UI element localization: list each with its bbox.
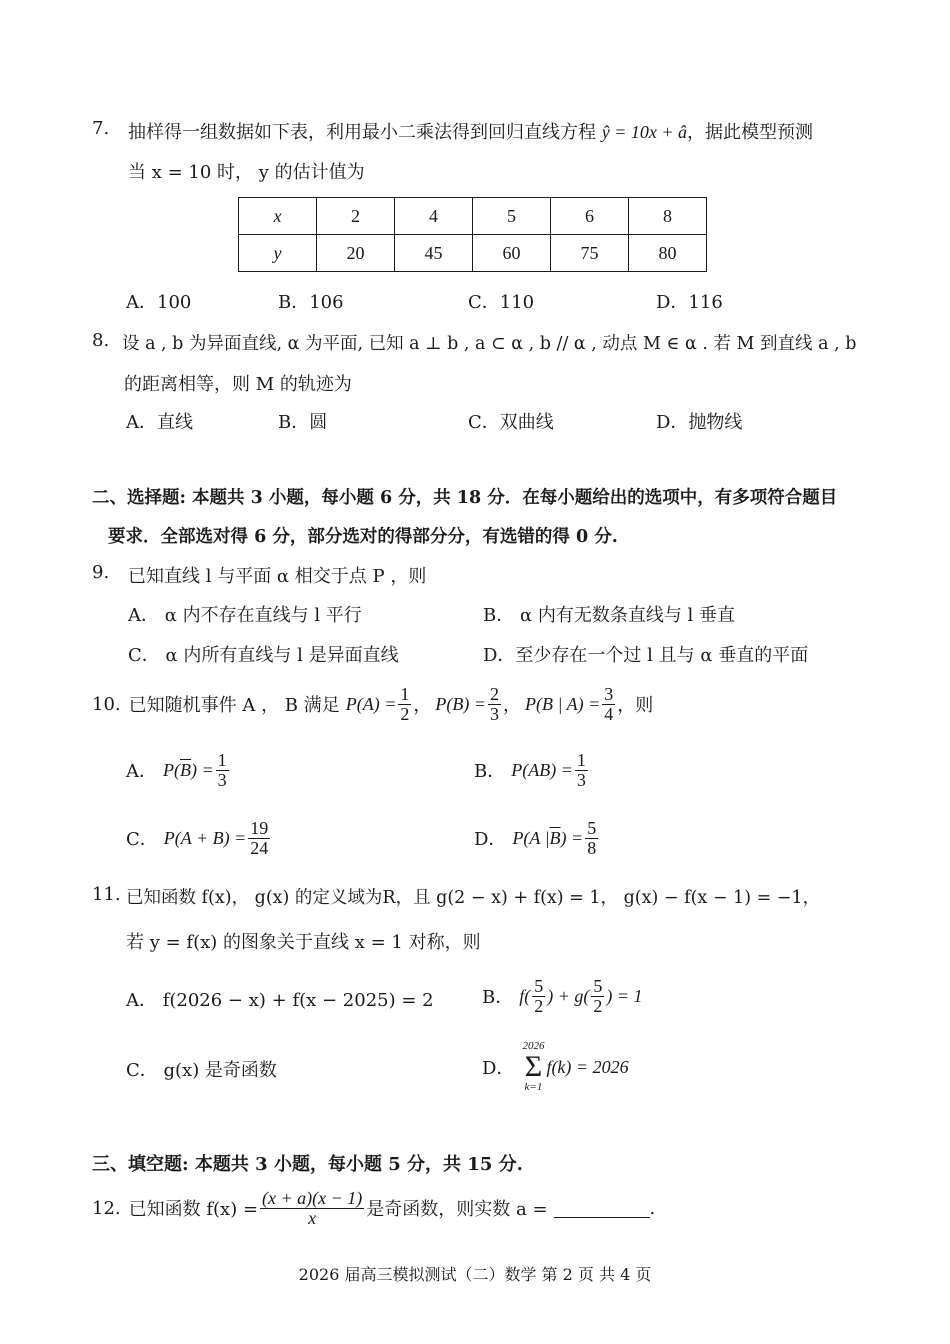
q9-option-c: C． α 内所有直线与 l 是异面直线: [128, 645, 399, 666]
q9-number: 9.: [92, 562, 110, 583]
q10-stem-start: 已知随机事件 A ， B 满足: [128, 695, 340, 716]
q10-option-d: [474, 814, 600, 862]
table-row-x: [239, 198, 707, 235]
table-cell: 8: [629, 198, 707, 235]
q10-stem: 10. 已知随机事件 A ， B 满足 P(A) = $\frac{1}{2}$ ， P(B) = $\frac{2}{3}$ ， P(B | A) = $\frac{3}{4}$ ，则: [92, 683, 654, 724]
fraction-denominator: 8: [587, 837, 597, 858]
q11-option-a: A． f(2026 − x) + f(x − 2025) = 2: [126, 990, 434, 1011]
q11-number: 11.: [92, 884, 121, 905]
fraction-numerator: 1: [217, 749, 227, 770]
table-cell: 60: [473, 235, 551, 272]
q8-line1: 设 a , b 为异面直线, α 为平面, 已知 a ⊥ b , a ⊂ α , b // α , 动点 M ∈ α . 若 M 到直线 a , b: [122, 334, 857, 354]
q8-number: 8.: [92, 330, 110, 351]
q12-stem-start: 已知函数 f(x) =: [128, 1199, 259, 1220]
q7-option-c: C．110: [468, 292, 535, 313]
fraction-denominator: 2: [593, 995, 603, 1016]
q8-option-a: A．直线: [126, 412, 193, 433]
q10-pa: P(A) =: [345, 693, 397, 714]
q10-optb-fraction: [575, 751, 588, 790]
option-expr-pre: P(: [163, 759, 180, 780]
table-row-label-x: x: [239, 198, 317, 235]
q11-optb-fraction-1: [532, 977, 545, 1016]
q10-pb: P(B) =: [435, 693, 487, 714]
q12-stem: [92, 1184, 655, 1232]
section3-heading: 三、填空题: 本题共 3 小题，每小题 5 分，共 15 分.: [92, 1154, 523, 1175]
fraction-denominator: 2: [534, 995, 544, 1016]
q10-optc-fraction: [248, 819, 270, 858]
fraction-numerator: 2: [490, 683, 500, 704]
q7-option-d: D．116: [656, 292, 723, 313]
table-cell: 75: [551, 235, 629, 272]
table-cell: 5: [473, 198, 551, 235]
option-label: C．: [126, 829, 158, 850]
page-footer: 2026 届高三模拟测试（二）数学 第 2 页 共 4 页: [298, 1265, 652, 1284]
fraction-numerator: (x + a)(x − 1): [262, 1187, 363, 1208]
fraction-denominator: x: [308, 1207, 317, 1228]
q11-optb-fraction-2: [591, 977, 604, 1016]
summation-symbol: [522, 1041, 544, 1093]
q9-stem: 已知直线 l 与平面 α 相交于点 P ，则: [128, 566, 427, 587]
q8-option-d: D．抛物线: [656, 412, 743, 433]
q10-pb-fraction: [488, 685, 501, 724]
sum-lower-limit: k=1: [524, 1081, 543, 1093]
table-cell: 80: [629, 235, 707, 272]
fraction-denominator: 3: [576, 769, 586, 790]
q8-option-c: C．双曲线: [468, 412, 554, 433]
q8-line2: 的距离相等，则 M 的轨迹为: [124, 374, 352, 395]
q10-option-a: [126, 746, 231, 794]
q9-option-a: A． α 内不存在直线与 l 平行: [128, 605, 362, 626]
q7-line1-text: 抽样得一组数据如下表，利用最小二乘法得到回归直线方程: [128, 122, 596, 143]
option-expr: f(k) = 2026: [546, 1056, 629, 1077]
option-expr: P(A + B) =: [163, 827, 247, 848]
fraction-numerator: 5: [534, 975, 544, 996]
table-cell: 6: [551, 198, 629, 235]
table-cell: 45: [395, 235, 473, 272]
sum-upper-limit: 2026: [522, 1040, 545, 1052]
q10-option-b: [474, 746, 590, 794]
complement-b: $\overline{B}$: [180, 759, 191, 780]
option-f: f(: [519, 985, 531, 1006]
q10-stem-end: ，则: [617, 695, 654, 716]
q9-option-d: D．至少存在一个过 l 且与 α 垂直的平面: [483, 645, 809, 666]
complement-b: $\overline{B}$: [549, 827, 561, 848]
fraction-denominator: 2: [400, 703, 410, 724]
q11-option-d: [482, 1036, 629, 1098]
section2-heading-line2: 要求．全部选对得 6 分，部分选对的得部分分，有选错的得 0 分.: [108, 527, 618, 547]
option-expr: P(AB) =: [511, 759, 573, 780]
q10-number: 10.: [92, 693, 121, 715]
q11-option-b: [482, 972, 643, 1020]
fraction-numerator: 1: [576, 749, 586, 770]
table-cell: 20: [317, 235, 395, 272]
table-cell: 2: [317, 198, 395, 235]
q7-option-b: B．106: [278, 292, 344, 313]
q11-line1: 已知函数 f(x)， g(x) 的定义域为R，且 g(2 − x) + f(x) = 1， g(x) − f(x − 1) = −1，: [126, 888, 821, 908]
option-expr-post: ) =: [191, 759, 214, 780]
fraction-denominator: 24: [250, 837, 269, 858]
q7-line1: [128, 118, 813, 144]
q9-option-b: B． α 内有无数条直线与 l 垂直: [483, 605, 736, 626]
option-label: B．: [474, 761, 506, 782]
q11-line2: 若 y = f(x) 的图象关于直线 x = 1 对称，则: [126, 932, 481, 953]
q10-optd-fraction: [585, 819, 598, 858]
q7-line1-end: ，据此模型预测: [687, 122, 814, 143]
sigma-icon: Σ: [524, 1050, 543, 1083]
q12-fraction: [260, 1189, 364, 1228]
q12-end-punct: .: [649, 1197, 656, 1219]
option-expr-post: ) =: [560, 827, 584, 848]
option-mid: ) + g(: [547, 985, 590, 1006]
q7-equation: ŷ = 10x + â: [601, 122, 688, 142]
q7-line2: 当 x = 10 时， y 的估计值为: [128, 162, 365, 183]
q10-pba: P(B | A) =: [525, 693, 601, 714]
q11-option-c: C． g(x) 是奇函数: [126, 1060, 277, 1081]
fraction-numerator: 5: [587, 817, 597, 838]
fraction-denominator: 4: [604, 703, 614, 724]
q12-number: 12.: [92, 1197, 121, 1219]
q8-option-b: B．圆: [278, 412, 328, 433]
fraction-denominator: 3: [217, 769, 227, 790]
fraction-numerator: 19: [250, 817, 269, 838]
option-end: ) = 1: [606, 985, 643, 1006]
fraction-numerator: 3: [604, 683, 614, 704]
option-expr-pre: P(A |: [512, 827, 550, 848]
option-label: D．: [482, 1058, 515, 1079]
q7-data-table: [238, 197, 707, 272]
q12-stem-end: 是奇函数，则实数 a =: [366, 1199, 548, 1220]
q7-number: 7.: [92, 118, 110, 139]
q7-option-a: A．100: [126, 292, 192, 313]
q10-pa-fraction: [398, 685, 411, 724]
fraction-numerator: 5: [593, 975, 603, 996]
table-cell: 4: [395, 198, 473, 235]
option-label: A．: [126, 761, 157, 782]
fraction-numerator: 1: [400, 683, 410, 704]
answer-blank: [554, 1199, 650, 1218]
option-label: B．: [482, 987, 514, 1008]
option-label: D．: [474, 829, 507, 850]
q10-pba-fraction: [602, 685, 615, 724]
table-row-y: [239, 235, 707, 272]
section2-heading-line1: 二、选择题: 本题共 3 小题，每小题 6 分，共 18 分．在每小题给出的选项中，有多项符合题目: [92, 488, 838, 508]
table-row-label-y: y: [239, 235, 317, 272]
fraction-denominator: 3: [490, 703, 500, 724]
q10-option-c: [126, 814, 272, 862]
q10-opta-fraction: [216, 751, 229, 790]
